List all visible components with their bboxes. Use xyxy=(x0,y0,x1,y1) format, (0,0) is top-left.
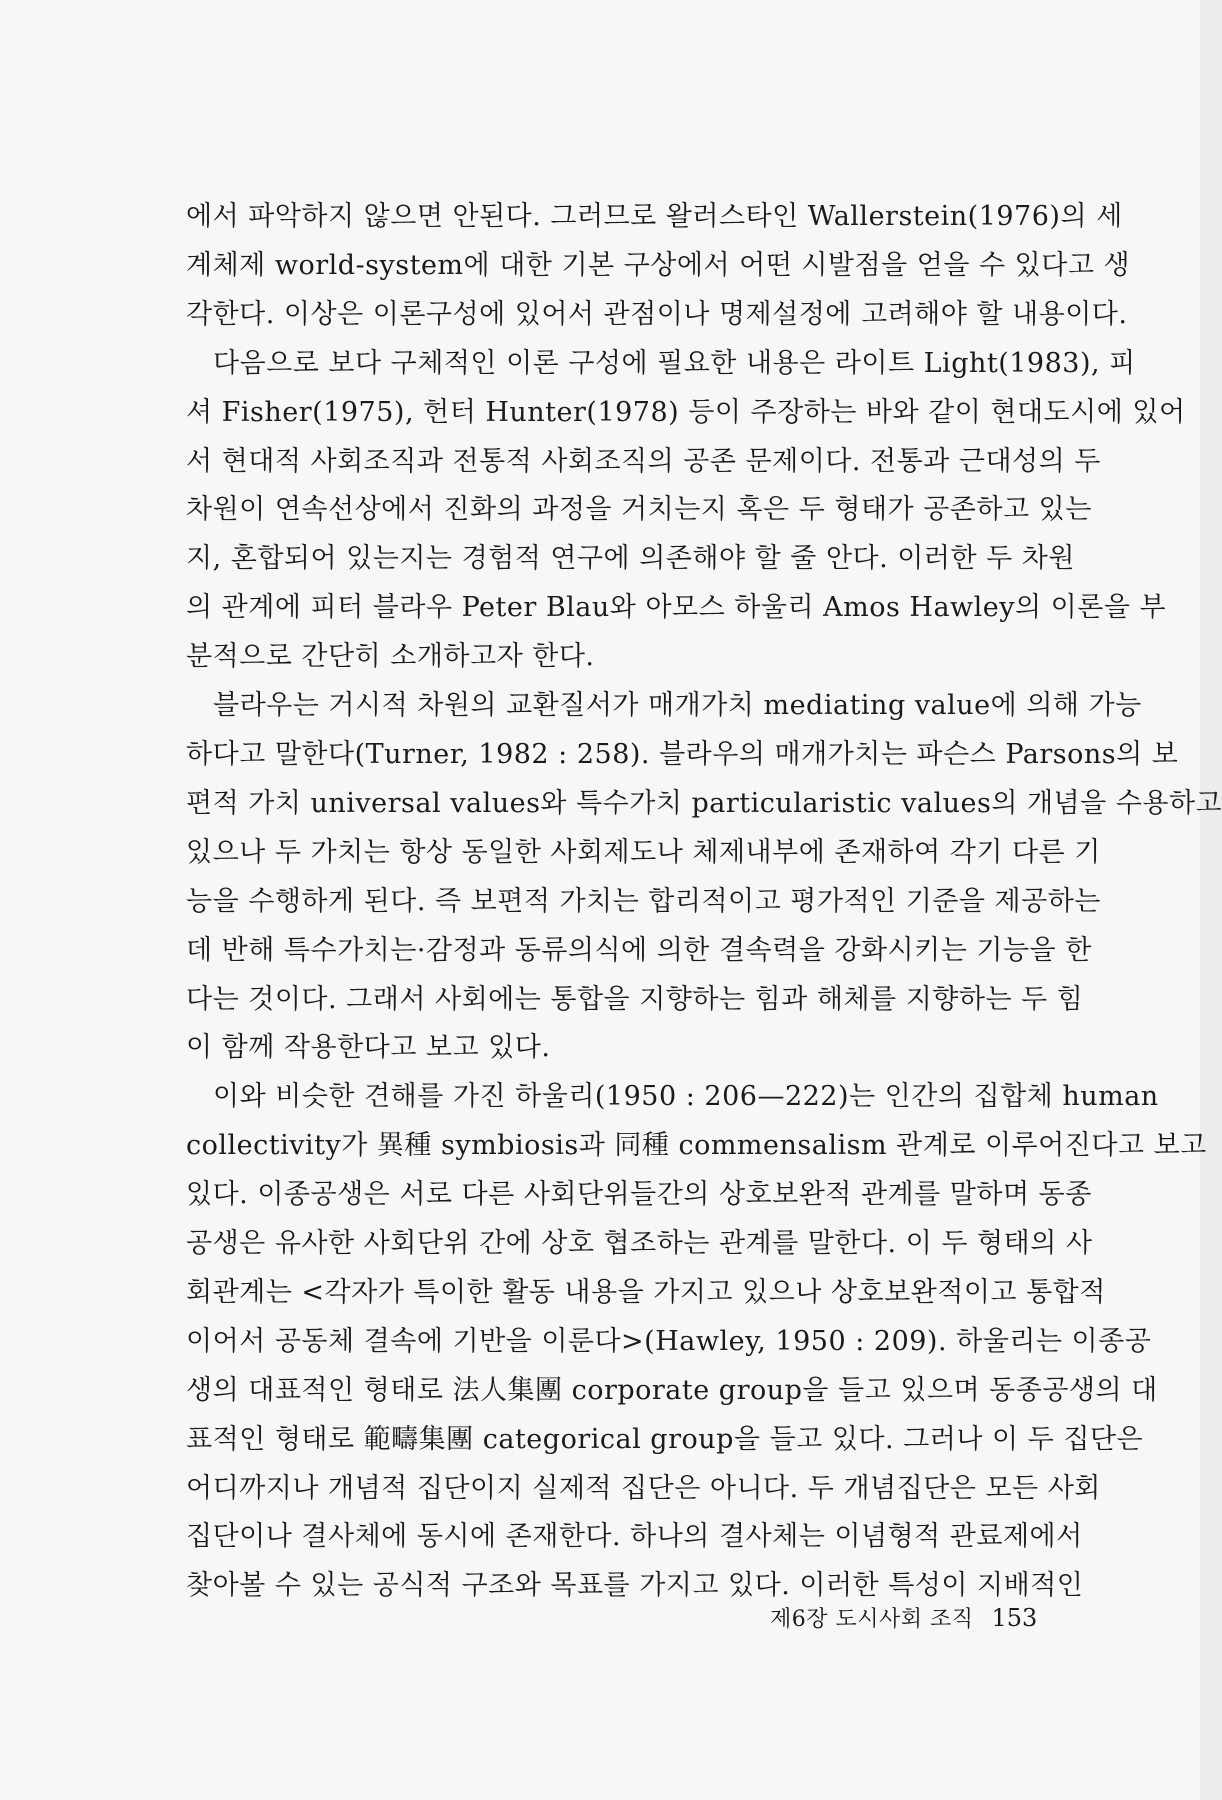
page-number: 153 xyxy=(991,1604,1038,1632)
paragraph-4 xyxy=(186,1073,1207,1611)
text-line: 의 관계에 피터 블라우 Peter Blau와 아모스 하울리 Amos Hawley의 이론을 부 xyxy=(186,592,1167,624)
text-line: 분적으로 간단히 소개하고자 한다. xyxy=(186,641,595,673)
text-line: 셔 Fisher(1975), 헌터 Hunter(1978) 등이 주장하는 바와 같이 현대도시에 있어 xyxy=(186,396,1186,428)
text-line: 데 반해 특수가치는·감정과 동류의식에 의한 결속력을 강화시키는 기능을 한 xyxy=(186,934,1092,966)
text-line: 다음으로 보다 구체적인 이론 구성에 필요한 내용은 라이트 Light(1983), 피 xyxy=(213,347,1136,379)
text-line: 생의 대표적인 형태로 法人集團 corporate group을 들고 있으며 동종공생의 대 xyxy=(186,1374,1158,1406)
text-line: 이 함께 작용한다고 보고 있다. xyxy=(186,1032,551,1064)
text-line: 지, 혼합되어 있는지는 경험적 연구에 의존해야 할 줄 안다. 이러한 두 차원 xyxy=(186,543,1075,575)
paragraph-2 xyxy=(186,340,1186,682)
text-line: 차원이 연속선상에서 진화의 과정을 거치는지 혹은 두 형태가 공존하고 있는 xyxy=(186,494,1092,526)
body-text xyxy=(186,193,1222,1611)
text-line: 에서 파악하지 않으면 안된다. 그러므로 왈러스타인 Wallerstein(1976)의 세 xyxy=(186,201,1123,232)
text-line: 서 현대적 사회조직과 전통적 사회조직의 공존 문제이다. 전통과 근대성의 두 xyxy=(186,445,1101,477)
text-line: 각한다. 이상은 이론구성에 있어서 관점이나 명제설정에 고려해야 할 내용이다. xyxy=(186,298,1128,330)
text-line: 다는 것이다. 그래서 사회에는 통합을 지향하는 힘과 해체를 지향하는 두 힘 xyxy=(186,983,1084,1015)
text-line: 능을 수행하게 된다. 즉 보편적 가치는 합리적이고 평가적인 기준을 제공하는 xyxy=(186,885,1101,917)
text-line: 회관계는 <각자가 특이한 활동 내용을 가지고 있으나 상호보완적이고 통합적 xyxy=(186,1276,1106,1308)
text-line: 편적 가치 universal values와 특수가치 particularistic values의 개념을 수용하고 xyxy=(186,787,1222,819)
page-footer xyxy=(770,1602,1070,1633)
text-line: 공생은 유사한 사회단위 간에 상호 협조하는 관계를 말한다. 이 두 형태의 사 xyxy=(186,1228,1093,1260)
paragraph-3 xyxy=(186,682,1222,1073)
paragraph-1 xyxy=(186,193,1131,340)
text-line: 블라우는 거시적 차원의 교환질서가 매개가치 mediating value에 의해 가능 xyxy=(213,690,1142,722)
text-line: 어디까지나 개념적 집단이지 실제적 집단은 아니다. 두 개념집단은 모든 사회 xyxy=(186,1472,1101,1504)
text-line: collectivity가 異種 symbiosis과 同種 commensalism 관계로 이루어진다고 보고 xyxy=(186,1130,1207,1162)
text-line: 표적인 형태로 範疇集團 categorical group을 들고 있다. 그러나 이 두 집단은 xyxy=(186,1423,1144,1455)
text-line: 있다. 이종공생은 서로 다른 사회단위들간의 상호보완적 관계를 말하며 동종 xyxy=(186,1179,1092,1211)
text-line: 하다고 말한다(Turner, 1982 : 258). 블라우의 매개가치는 파슨스 Parsons의 보 xyxy=(186,738,1179,770)
text-line: 집단이나 결사체에 동시에 존재한다. 하나의 결사체는 이념형적 관료제에서 xyxy=(186,1521,1083,1553)
text-line: 이어서 공동체 결속에 기반을 이룬다>(Hawley, 1950 : 209). 하울리는 이종공 xyxy=(186,1325,1152,1357)
text-line: 이와 비슷한 견해를 가진 하울리(1950 : 206—222)는 인간의 집합체 human xyxy=(213,1081,1159,1113)
text-line: 계체제 world-system에 대한 기본 구상에서 어떤 시발점을 얻을 수 있다고 생 xyxy=(186,249,1131,281)
text-line: 있으나 두 가치는 항상 동일한 사회제도나 체제내부에 존재하여 각기 다른 기 xyxy=(186,836,1101,868)
chapter-title: 제6장 도시사회 조직 xyxy=(770,1607,974,1632)
text-line: 찾아볼 수 있는 공식적 구조와 목표를 가지고 있다. 이러한 특성이 지배적인 xyxy=(186,1570,1084,1602)
